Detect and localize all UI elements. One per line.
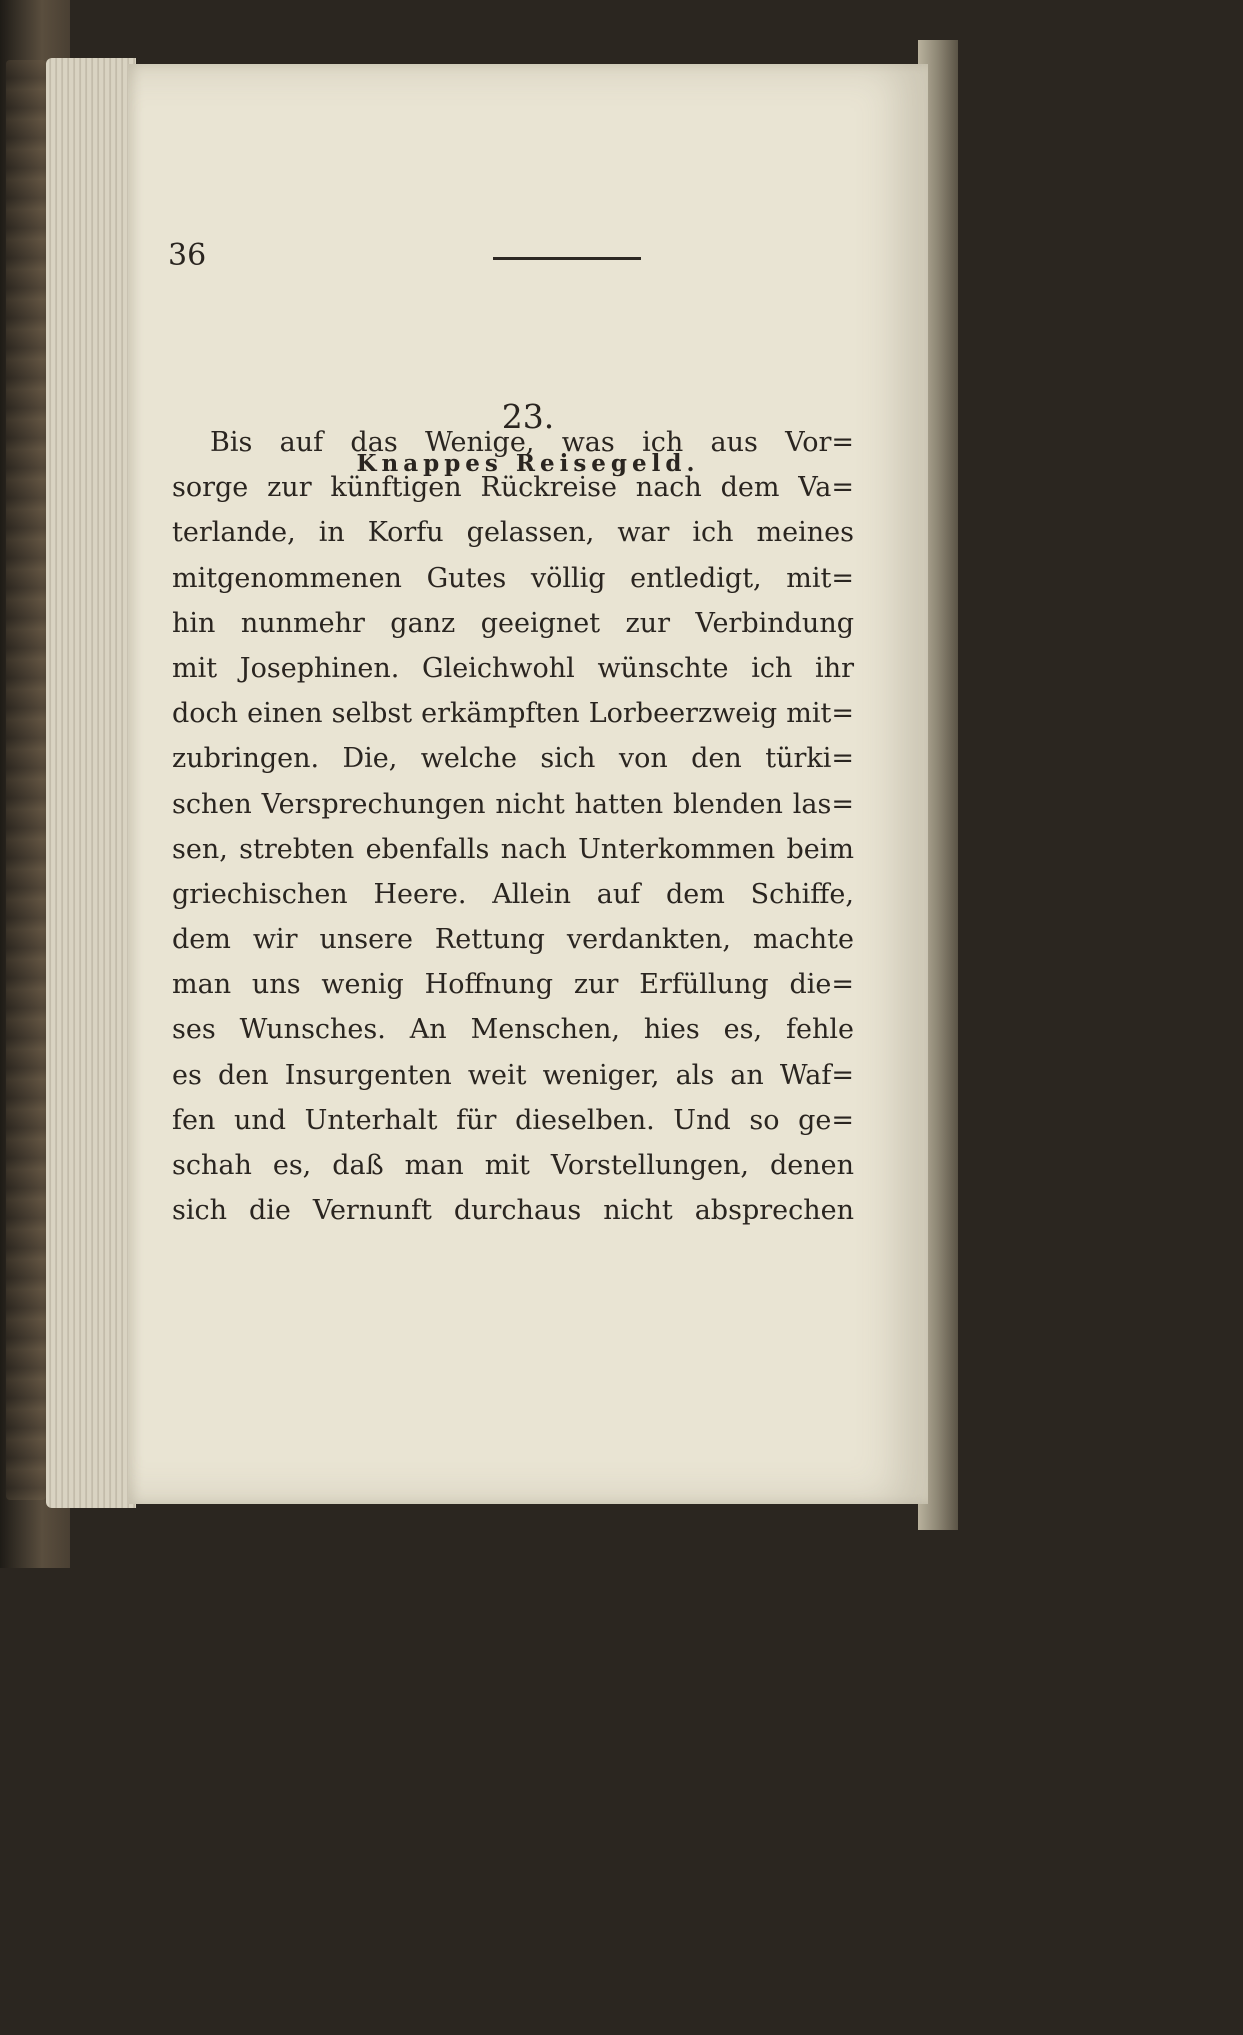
text-line: schah es, daß man mit Vorstellungen, denen — [172, 1150, 854, 1181]
page-number: 36 — [168, 238, 207, 273]
text-line: fen und Unterhalt für dieselben. Und so ge= — [172, 1104, 854, 1136]
text-line: sorge zur künftigen Rückreise nach dem Va= — [172, 472, 854, 504]
page-edges — [46, 58, 136, 1508]
text-line: Bis auf das Wenige, was ich aus Vor= — [210, 427, 854, 458]
header-rule — [493, 257, 641, 260]
section-title: Knappes Reisegeld. — [356, 450, 700, 477]
text-line: mit Josephinen. Gleichwohl wünschte ich ihr — [172, 652, 854, 684]
text-line: hin nunmehr ganz geeignet zur Verbindung — [172, 607, 854, 639]
text-line: sich die Vernunft durchaus nicht absprechen — [172, 1195, 854, 1227]
text-line: dem wir unsere Rettung verdankten, machte — [172, 924, 854, 956]
text-line: es den Insurgenten weit weniger, als an Waf= — [172, 1059, 854, 1091]
text-line: doch einen selbst erkämpften Lorbeerzweig mit= — [172, 698, 854, 730]
body-text — [172, 420, 854, 1233]
text-line: ses Wunsches. An Menschen, hies es, fehle — [172, 1014, 854, 1046]
text-line: sen, strebten ebenfalls nach Unterkommen beim — [172, 833, 854, 865]
text-line: mitgenommenen Gutes völlig entledigt, mit= — [172, 562, 854, 594]
text-line: schen Versprechungen nicht hatten blenden las= — [172, 788, 854, 820]
text-line: griechischen Heere. Allein auf dem Schiffe, — [172, 878, 854, 910]
text-line: terlande, in Korfu gelassen, war ich meines — [172, 517, 854, 549]
text-line: zubringen. Die, welche sich von den türki= — [172, 743, 854, 775]
text-line: man uns wenig Hoffnung zur Erfüllung die= — [172, 969, 854, 1001]
section-number: 23. — [501, 397, 555, 436]
